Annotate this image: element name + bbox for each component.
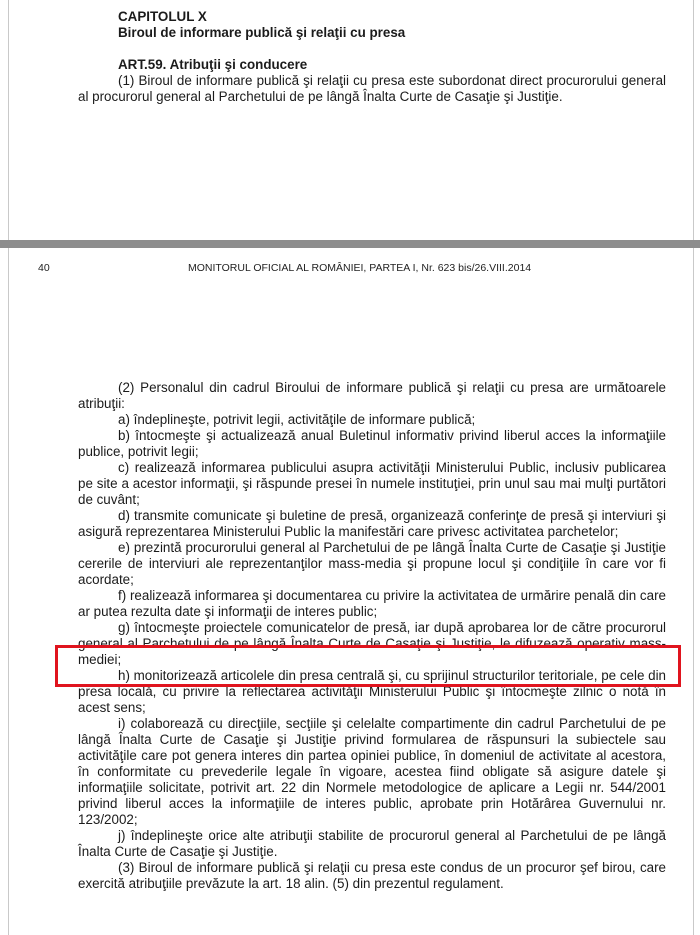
list-item-e: e) prezintă procurorului general al Parchetului de pe lângă Înalta Curte de Casaţie şi Justiţie cererile de interviuri ale reprezentanţilor mass-media şi propune locul şi condiţiile în care vor fi acordate;: [78, 540, 666, 587]
highlight-box: [55, 645, 681, 687]
list-item-f: f) realizează informarea şi documentarea cu privire la activitatea de urmărire penală din care ar putea rezulta date şi informaţii de interes public;: [78, 588, 666, 619]
page-number: 40: [38, 262, 50, 274]
list-item-d: d) transmite comunicate şi buletine de presă, organizează conferinţe de presă şi interviuri şi asigură reprezentarea Ministerului Public la manifestări care privesc activitatea parchetelor;: [78, 508, 666, 539]
list-item-i: i) colaborează cu direcţiile, secţiile şi celelalte compartimente din cadrul Parchetului de pe lângă Înalta Curte de Casaţie şi Justiţie privind formularea de răspunsuri la subiectele sau activităţile care pot genera interes din partea opiniei publice, în domeniul de activitate al acestora, în conformitate cu prevederile legale în vigoare, acestea fiind obligate să asigure datele şi informaţiile solicitate, potrivit art. 22 din Normele metodologice de aplicare a Legii nr. 544/2001 privind liberul acces la informaţiile de interes public, aprobate prin Hotărârea Guvernului nr. 123/2002;: [78, 716, 666, 827]
chapter-title: Biroul de informare publică şi relaţii cu presa: [118, 25, 406, 40]
article-body: [78, 380, 666, 892]
list-item-j: j) îndeplineşte orice alte atribuţii stabilite de procurorul general al Parchetului de pe lângă Înalta Curte de Casaţie şi Justiţie.: [78, 828, 666, 859]
paragraph-3: (3) Biroul de informare publică şi relaţii cu presa este condus de un procuror şef birou, care exercită atribuţiile prevăzute la art. 18 alin. (5) din prezentul regulament.: [78, 860, 666, 891]
page-separator: [0, 240, 700, 248]
publication-title: MONITORUL OFICIAL AL ROMÂNIEI, PARTEA I, Nr. 623 bis/26.VIII.2014: [188, 262, 532, 274]
list-item-g: g) întocmeşte proiectele comunicatelor de presă, iar după aprobarea lor de către procurorul general al Parchetului de pe lângă Înalta Curte de Casaţie şi Justiţie, le difuzează operativ mass-mediei;: [78, 620, 666, 667]
list-item-c: c) realizează informarea publicului asupra activităţii Ministerului Public, inclusiv publicarea pe site a acestor informaţii, şi răspunde presei în numele instituţiei, prin unul sau mai mulţi purtători de cuvânt;: [78, 460, 666, 507]
chapter-number: CAPITOLUL X: [118, 9, 207, 24]
article-title: ART.59. Atribuţii şi conducere: [118, 57, 308, 72]
article-section: [78, 57, 666, 105]
chapter-heading: [118, 9, 678, 41]
list-item-b: b) întocmeşte şi actualizează anual Buletinul informativ privind liberul acces la informaţiile publice, potrivit legii;: [78, 428, 666, 459]
list-item-a: a) îndeplineşte, potrivit legii, activităţile de informare publică;: [118, 412, 476, 427]
paragraph-2-intro: (2) Personalul din cadrul Biroului de informare publică şi relaţii cu presa are următoarele atribuţii:: [78, 380, 666, 411]
article-paragraph-1: (1) Biroul de informare publică şi relaţii cu presa este subordonat direct procurorului general al procurorul general al Parchetului de pe lângă Înalta Curte de Casaţie şi Justiţie.: [78, 73, 666, 104]
list-item-h: h) monitorizează articolele din presa centrală şi, cu sprijinul structurilor teritoriale, pe cele din presa locală, cu privire la reflectarea activităţii Ministerului Public şi întocmeşte zilnic o notă în acest sens;: [78, 668, 666, 715]
